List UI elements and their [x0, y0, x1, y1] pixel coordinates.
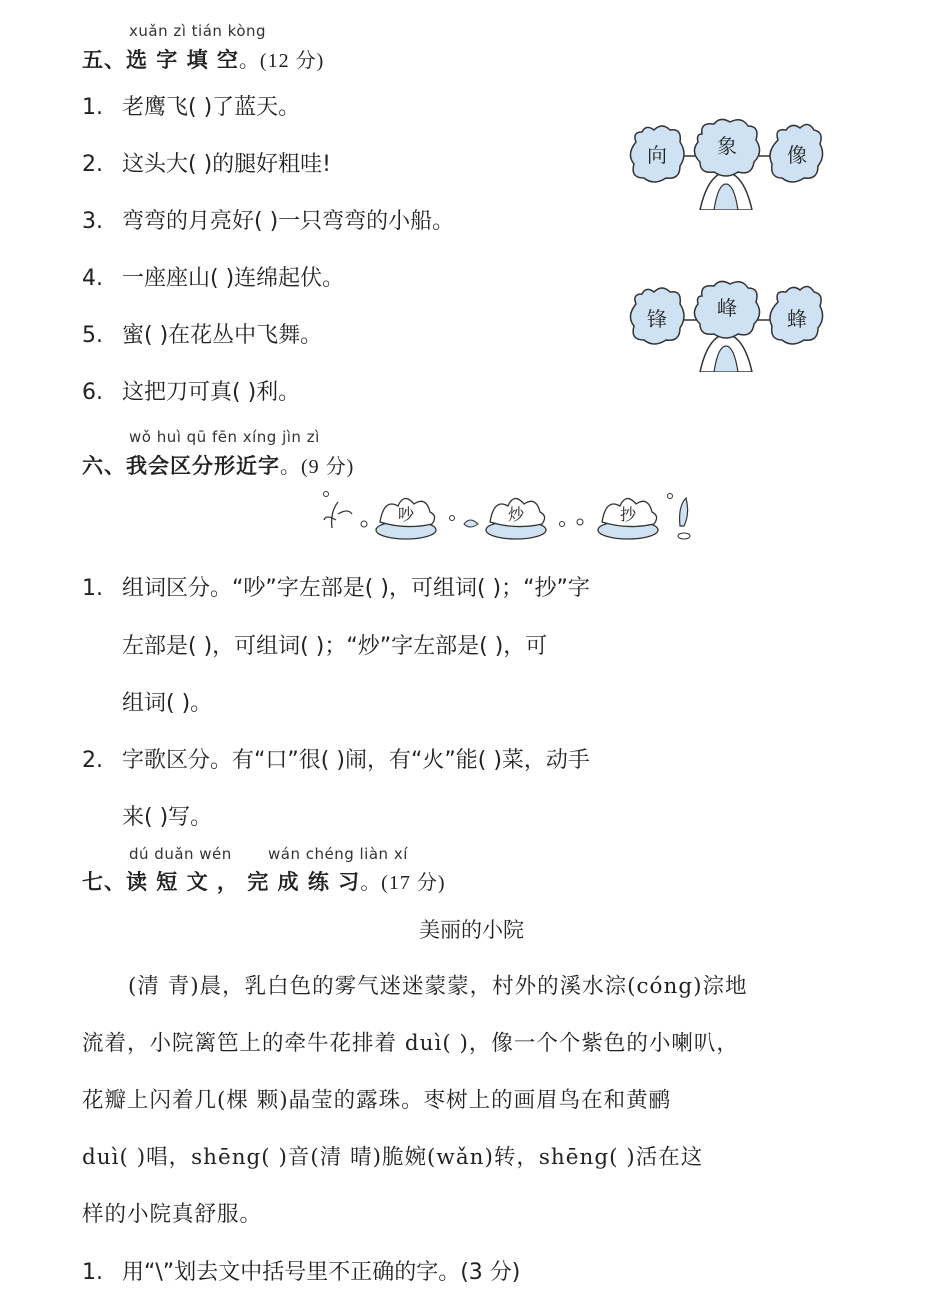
sec6-q1-line3: 组词( )。 [122, 691, 213, 716]
passage-line-5: 样的小院真舒服。 [82, 1202, 263, 1227]
sec6-q2-line2: 来( )写。 [122, 805, 213, 830]
lotus-char-2: 炒 [507, 505, 525, 524]
lotus-char-3: 抄 [619, 505, 637, 524]
passage-line-3: 花瓣上闪着几(棵 颗)晶莹的露珠。枣树上的画眉鸟在和黄鹂 [82, 1088, 672, 1113]
sec5-item-2: 2. 这头大( )的腿好粗哇! [82, 152, 331, 177]
tree2-right-char: 蜂 [787, 307, 807, 331]
tree-illustration-1 [628, 118, 824, 210]
sec5-item-4: 4. 一座座山( )连绵起伏。 [82, 266, 345, 291]
tree2-center-char: 峰 [717, 296, 737, 320]
sec6-q1-line1: 1. 组词区分。“吵”字左部是( )，可组词( )；“抄”字 [82, 576, 590, 601]
sec5-item-1: 1. 老鹰飞( )了蓝天。 [82, 95, 301, 120]
sec7-score: 。(17 分) [360, 872, 446, 894]
passage-line-4: duì( )唱，shēng( )音(清 晴)脆婉(wǎn)转，shēng( )活在这 [82, 1145, 704, 1170]
sec5-score: 。(12 分) [238, 50, 325, 72]
tree1-center-char: 象 [717, 134, 737, 158]
lotus-flower-3 [598, 498, 658, 539]
passage-line-1: (清 青)晨，乳白色的雾气迷迷蒙蒙，村外的溪水淙(cóng)淙地 [128, 974, 748, 999]
sec6-heading [82, 450, 354, 480]
passage-line-2: 流着，小院篱笆上的牵牛花排着 duì( )，像一个个紫色的小喇叭， [82, 1031, 739, 1056]
sec5-heading [82, 44, 324, 74]
tree1-left-char: 向 [647, 143, 667, 167]
sec7-pinyin-2: wán chéng liàn xí [268, 845, 408, 863]
sec6-pinyin: wǒ huì qū fēn xíng jìn zì [129, 428, 320, 446]
sec6-heading-text: 六、我会区分形近字 [82, 454, 280, 478]
sec6-q2-line1: 2. 字歌区分。有“口”很( )闹，有“火”能( )菜，动手 [82, 748, 590, 773]
sec6-q1-line2: 左部是( )，可组词( )；“炒”字左部是( )，可 [122, 634, 548, 659]
tree2-left-char: 锋 [647, 307, 667, 331]
lotus-char-1: 吵 [397, 505, 415, 524]
sec5-item-3: 3. 弯弯的月亮好( )一只弯弯的小船。 [82, 209, 455, 234]
sec6-score: 。(9 分) [280, 456, 355, 478]
lotus-flower-2 [486, 498, 546, 539]
sec5-heading-text: 五、选 字 填 空 [82, 48, 239, 72]
sec5-pinyin: xuǎn zì tián kòng [129, 22, 267, 40]
sec7-q1: 1. 用“\”划去文中括号里不正确的字。(3 分) [82, 1260, 521, 1285]
tree1-right-char: 像 [787, 143, 807, 167]
tree-illustration-2 [628, 280, 824, 372]
sec5-item-6: 6. 这把刀可真( )利。 [82, 380, 301, 405]
lotus-flower-1 [376, 498, 436, 539]
lotus-illustration [318, 484, 702, 546]
passage-title: 美丽的小院 [419, 918, 524, 942]
sec5-item-5: 5. 蜜( )在花丛中飞舞。 [82, 323, 323, 348]
sec7-pinyin-1: dú duǎn wén [129, 845, 232, 863]
sec7-heading-text: 七、读 短 文 ， 完 成 练 习 [82, 870, 361, 894]
sec7-heading [82, 866, 446, 896]
